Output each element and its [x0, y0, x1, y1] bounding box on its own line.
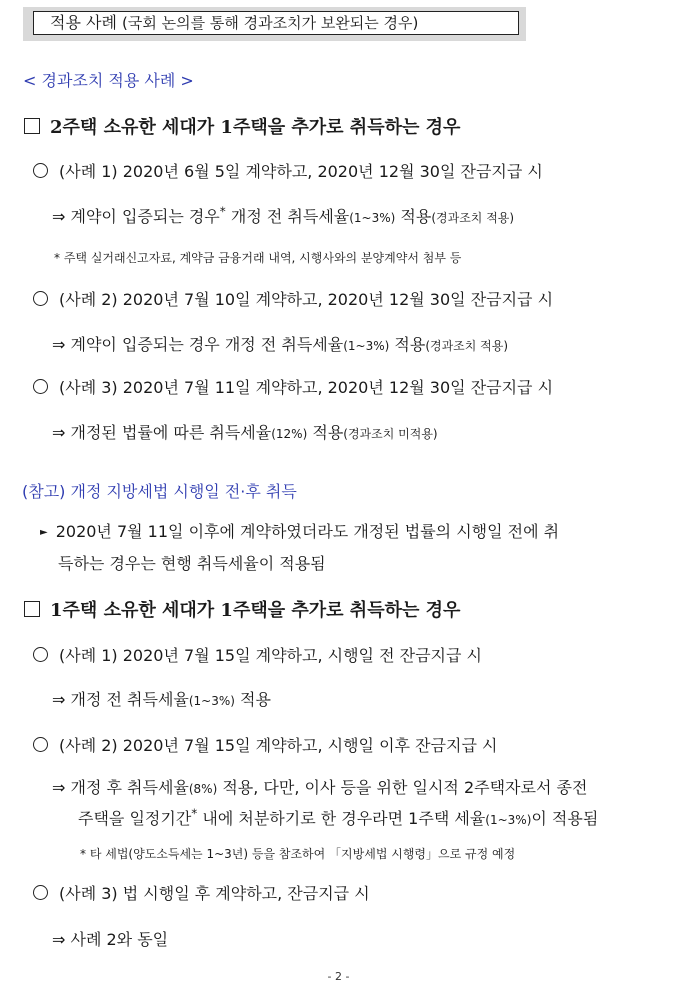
sec2-case3-result: ⇒ 사례 2와 동일 — [52, 930, 169, 949]
sec1-heading — [24, 113, 460, 139]
rate-text: (1~3%) — [485, 813, 532, 827]
result-text: ⇒ 계약이 입증되는 경우 — [52, 207, 220, 226]
sec1-heading-text: 2주택 소유한 세대가 1주택을 추가로 취득하는 경우 — [50, 117, 461, 138]
footnote-marker: * — [191, 806, 198, 821]
sec2-case1-text: (사례 1) 2020년 7월 15일 계약하고, 시행일 전 잔금지급 시 — [59, 646, 482, 665]
sec2-heading — [24, 596, 460, 622]
result-text: 내에 처분하기로 한 경우라면 1주택 세율 — [197, 809, 486, 828]
rate-text: (1~3%) — [343, 339, 390, 353]
circle-bullet-icon — [33, 647, 48, 662]
result-text: ⇒ 개정 전 취득세율 — [52, 690, 189, 709]
sec2-case3-text: (사례 3) 법 시행일 후 계약하고, 잔금지급 시 — [59, 884, 370, 903]
sec1-case3 — [33, 375, 553, 398]
rate-text: (12%) — [271, 427, 308, 441]
result-text: 주택을 일정기간 — [78, 809, 192, 828]
sec1-case3-result — [52, 420, 438, 443]
note-text: (경과조치 적용) — [431, 211, 515, 225]
footnote-marker: * — [219, 204, 226, 219]
title-box — [23, 7, 526, 41]
reference-title: (참고) 개정 지방세법 시행일 전·후 취득 — [22, 482, 297, 501]
rate-text: (1~3%) — [188, 694, 235, 708]
title-frame — [33, 11, 519, 35]
sec1-footnote: * 주택 실거래신고자료, 계약금 금융거래 내역, 시행사와의 분양계약서 첨부 등 — [54, 251, 462, 265]
reference-bullet-line2: 득하는 경우는 현행 취득세율이 적용됨 — [58, 554, 326, 573]
note-text: (경과조치 적용) — [425, 339, 509, 353]
result-text: 적용 — [234, 690, 271, 709]
result-text: 적용, 다만, 이사 등을 위한 일시적 2주택자로서 종전 — [217, 778, 588, 797]
sec1-case2 — [33, 287, 553, 310]
circle-bullet-icon — [33, 379, 48, 394]
note-text: (경과조치 미적용) — [343, 427, 438, 441]
sec2-case2-result — [52, 775, 587, 798]
sec2-heading-text: 1주택 소유한 세대가 1주택을 추가로 취득하는 경우 — [50, 600, 461, 621]
sec2-case3 — [33, 881, 370, 904]
sec1-case1 — [33, 159, 543, 182]
sec2-case2-text: (사례 2) 2020년 7월 15일 계약하고, 시행일 이후 잔금지급 시 — [59, 736, 498, 755]
circle-bullet-icon — [33, 885, 48, 900]
triangle-bullet-icon: ► — [40, 527, 48, 538]
result-text: 개정 전 취득세율 — [225, 207, 350, 226]
rate-text: (8%) — [188, 782, 218, 796]
circle-bullet-icon — [33, 737, 48, 752]
reference-bullet-line1 — [40, 519, 559, 542]
sec2-case1-result — [52, 687, 271, 710]
reference-text: 2020년 7월 11일 이후에 계약하였더라도 개정된 법률의 시행일 전에 취 — [55, 522, 560, 541]
sec1-case1-text: (사례 1) 2020년 6월 5일 계약하고, 2020년 12월 30일 잔금지급 시 — [59, 162, 543, 181]
sec2-case1 — [33, 643, 482, 666]
sec1-case1-result — [52, 204, 514, 227]
sec2-case2 — [33, 733, 497, 756]
sec1-case2-text: (사례 2) 2020년 7월 10일 계약하고, 2020년 12월 30일 잔금지급 시 — [59, 290, 554, 309]
title-sub: (국회 논의를 통해 경과조치가 보완되는 경우) — [122, 14, 419, 32]
sec1-case3-text: (사례 3) 2020년 7월 11일 계약하고, 2020년 12월 30일 잔금지급 시 — [59, 378, 554, 397]
result-text: 적용 — [395, 207, 432, 226]
result-text: 이 적용됨 — [531, 809, 599, 828]
checkbox-square-icon — [24, 601, 40, 617]
result-text: 적용 — [307, 423, 344, 442]
sec2-footnote: * 타 세법(양도소득세는 1~3년) 등을 참조하여 「지방세법 시행령」으로 규정 예정 — [80, 847, 516, 861]
result-text: 적용 — [389, 335, 426, 354]
circle-bullet-icon — [33, 291, 48, 306]
title-main: 적용 사례 — [50, 13, 117, 32]
section-link: < 경과조치 적용 사례 > — [23, 71, 194, 90]
page-number: - 2 - — [327, 970, 350, 983]
result-text: ⇒ 개정 후 취득세율 — [52, 778, 189, 797]
checkbox-square-icon — [24, 118, 40, 134]
sec1-case2-result — [52, 332, 508, 355]
result-text: ⇒ 계약이 입증되는 경우 개정 전 취득세율 — [52, 335, 344, 354]
result-text: ⇒ 개정된 법률에 따른 취득세율 — [52, 423, 272, 442]
sec2-case2-result-line2 — [78, 806, 598, 829]
rate-text: (1~3%) — [349, 211, 396, 225]
circle-bullet-icon — [33, 163, 48, 178]
